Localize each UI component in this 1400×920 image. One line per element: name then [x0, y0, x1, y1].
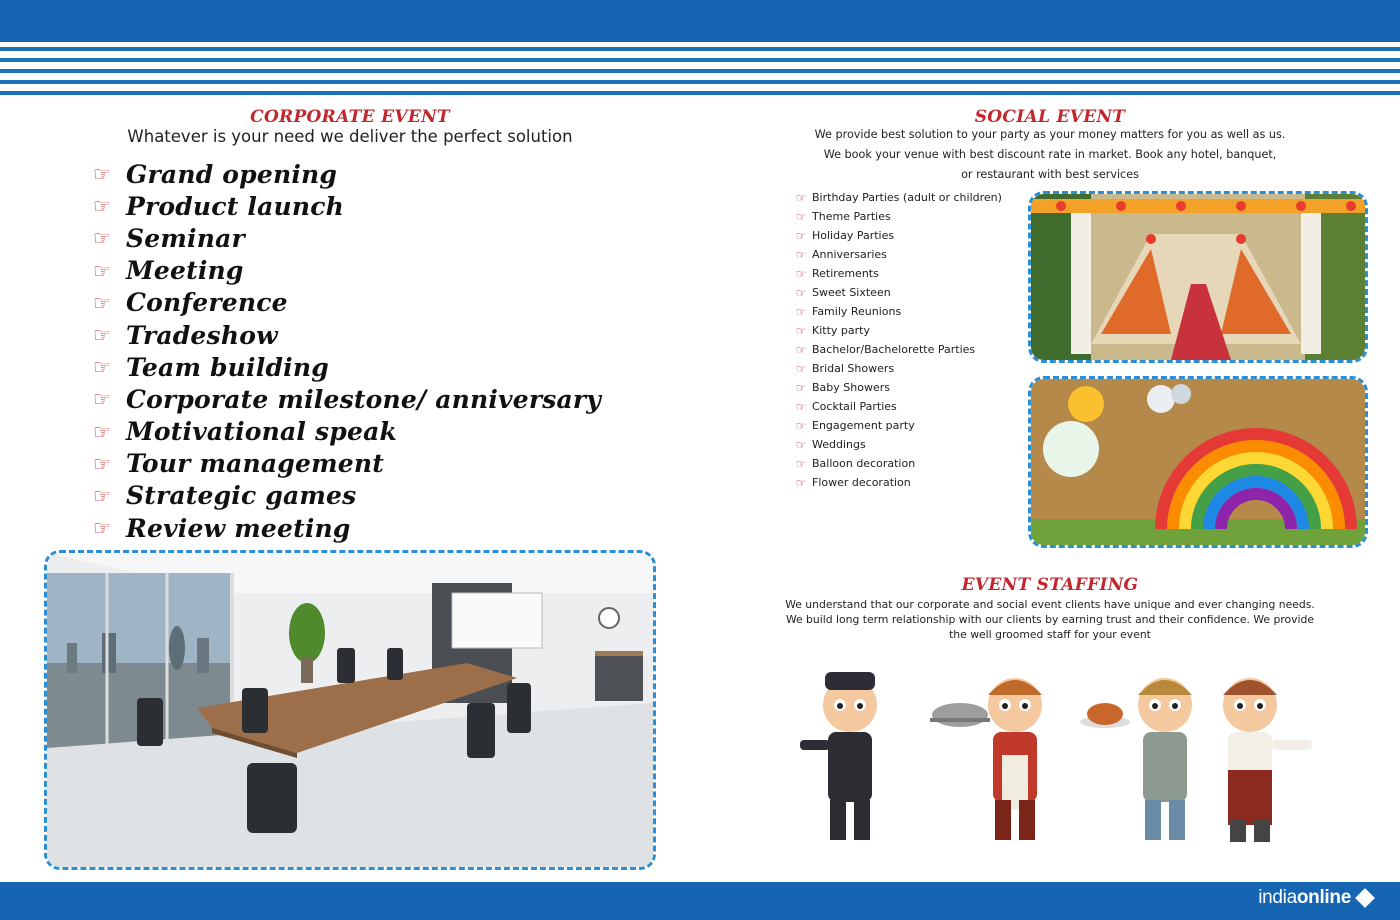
pointing-hand-icon: ☞	[93, 226, 111, 251]
staff-illustration	[780, 660, 1340, 850]
staffing-heading: EVENT STAFFING	[961, 575, 1139, 595]
pointing-hand-icon: ☞	[795, 418, 807, 433]
corporate-heading: CORPORATE EVENT	[250, 107, 450, 127]
diamond-icon	[1355, 888, 1375, 908]
list-item: ☞ Kitty party	[793, 321, 1002, 340]
pointing-hand-icon: ☞	[795, 437, 807, 452]
list-item: ☞ Family Reunions	[793, 302, 1002, 321]
list-item: ☞ Cocktail Parties	[793, 397, 1002, 416]
pointing-hand-icon: ☞	[795, 304, 807, 319]
social-event-list	[793, 188, 1002, 492]
list-item: ☞ Meeting	[88, 255, 601, 287]
list-item: ☞ Motivational speak	[88, 416, 601, 448]
list-item: ☞ Corporate milestone/ anniversary	[88, 383, 601, 415]
bottom-banner	[0, 882, 1400, 920]
staffing-line-1: We understand that our corporate and social event clients have unique and ever changing needs.	[785, 598, 1315, 611]
list-item: ☞ Engagement party	[793, 416, 1002, 435]
pointing-hand-icon: ☞	[93, 290, 111, 315]
list-item: ☞ Tradeshow	[88, 319, 601, 351]
list-item: ☞ Sweet Sixteen	[793, 283, 1002, 302]
pointing-hand-icon: ☞	[795, 247, 807, 262]
pointing-hand-icon: ☞	[93, 323, 111, 348]
social-line-2: We book your venue with best discount rate in market. Book any hotel, banquet,	[823, 148, 1277, 161]
list-item: ☞ Bachelor/Bachelorette Parties	[793, 340, 1002, 359]
conference-room-photo	[44, 550, 656, 870]
staffing-description	[780, 597, 1320, 642]
pointing-hand-icon: ☞	[93, 162, 111, 187]
list-item: ☞ Weddings	[793, 435, 1002, 454]
pointing-hand-icon: ☞	[93, 194, 111, 219]
list-item: ☞ Seminar	[88, 222, 601, 254]
balloon-decoration-photo	[1028, 376, 1368, 548]
staffing-line-2: We build long term relationship with our clients by earning trust and their confidence. We provide	[785, 613, 1315, 626]
pointing-hand-icon: ☞	[795, 209, 807, 224]
logo-text-online: online	[1296, 887, 1351, 908]
list-item: ☞ Review meeting	[88, 512, 601, 544]
top-banner	[0, 0, 1400, 42]
pointing-hand-icon: ☞	[93, 451, 111, 476]
list-item: ☞ Holiday Parties	[793, 226, 1002, 245]
pointing-hand-icon: ☞	[795, 228, 807, 243]
social-line-1: We provide best solution to your party as your money matters for you as well as us.	[814, 128, 1286, 141]
pointing-hand-icon: ☞	[93, 483, 111, 508]
pointing-hand-icon: ☞	[795, 266, 807, 281]
pointing-hand-icon: ☞	[795, 323, 807, 338]
social-line-3: or restaurant with best services	[961, 168, 1139, 181]
list-item: ☞ Bridal Showers	[793, 359, 1002, 378]
list-item: ☞ Grand opening	[88, 158, 601, 190]
pointing-hand-icon: ☞	[795, 285, 807, 300]
pointing-hand-icon: ☞	[795, 361, 807, 376]
pointing-hand-icon: ☞	[795, 399, 807, 414]
social-description	[790, 125, 1310, 185]
flower-decoration-photo	[1028, 191, 1368, 363]
indiaonline-logo	[1258, 883, 1372, 913]
corporate-event-list	[88, 158, 601, 544]
list-item: ☞ Retirements	[793, 264, 1002, 283]
list-item: ☞ Flower decoration	[793, 473, 1002, 492]
social-heading: SOCIAL EVENT	[974, 107, 1126, 127]
pointing-hand-icon: ☞	[795, 456, 807, 471]
list-item: ☞ Strategic games	[88, 480, 601, 512]
pointing-hand-icon: ☞	[795, 190, 807, 205]
pointing-hand-icon: ☞	[93, 387, 111, 412]
corporate-tagline: Whatever is your need we deliver the perfect solution	[127, 127, 573, 146]
pointing-hand-icon: ☞	[93, 419, 111, 444]
pointing-hand-icon: ☞	[795, 475, 807, 490]
pointing-hand-icon: ☞	[795, 342, 807, 357]
list-item: ☞ Tour management	[88, 448, 601, 480]
pointing-hand-icon: ☞	[93, 258, 111, 283]
staffing-line-3: the well groomed staff for your event	[949, 628, 1151, 641]
logo-text-india: india	[1258, 887, 1297, 908]
list-item: ☞ Conference	[88, 287, 601, 319]
list-item: ☞ Birthday Parties (adult or children)	[793, 188, 1002, 207]
list-item: ☞ Balloon decoration	[793, 454, 1002, 473]
pointing-hand-icon: ☞	[795, 380, 807, 395]
list-item: ☞ Anniversaries	[793, 245, 1002, 264]
list-item: ☞ Product launch	[88, 190, 601, 222]
list-item: ☞ Team building	[88, 351, 601, 383]
list-item: ☞ Baby Showers	[793, 378, 1002, 397]
pointing-hand-icon: ☞	[93, 516, 111, 541]
list-item: ☞ Theme Parties	[793, 207, 1002, 226]
pointing-hand-icon: ☞	[93, 355, 111, 380]
